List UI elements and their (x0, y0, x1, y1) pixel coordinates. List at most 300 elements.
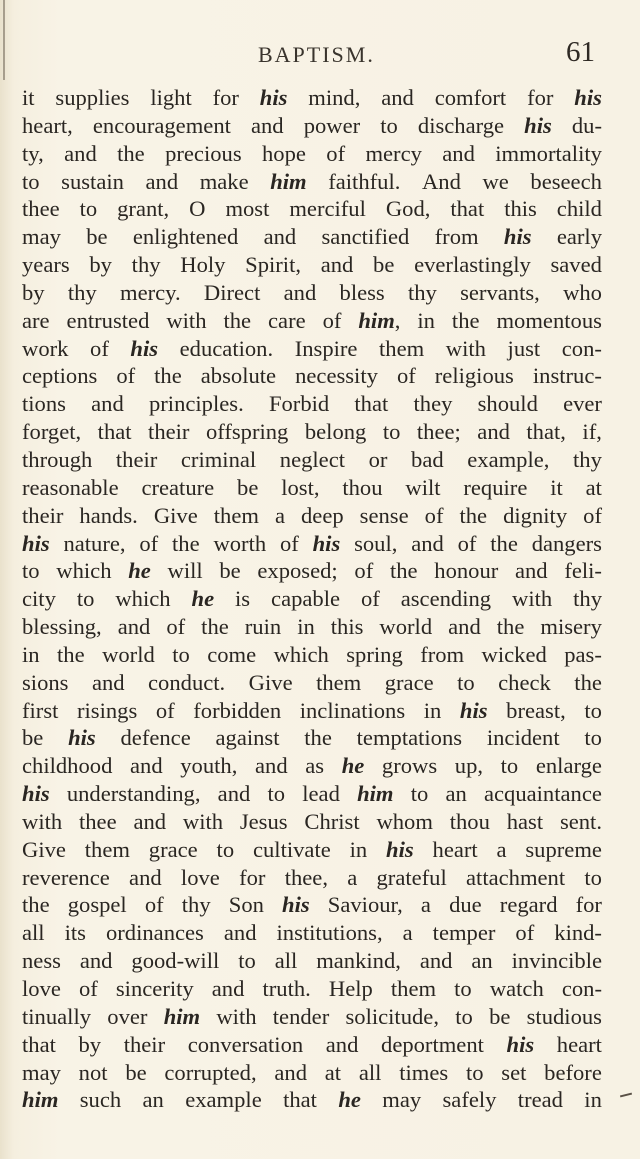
word: youth, (180, 753, 238, 779)
word: most (225, 196, 270, 222)
text-line (22, 864, 602, 892)
word: that (283, 1087, 317, 1113)
word: him (357, 781, 394, 807)
word: all (358, 1059, 382, 1085)
word: feli- (564, 558, 602, 584)
word: to (172, 641, 190, 667)
word: capable (271, 586, 341, 612)
word: with (22, 808, 63, 834)
word: before (544, 1059, 602, 1085)
word: sions (22, 669, 69, 695)
word: neglect (279, 446, 346, 472)
word: of (78, 976, 98, 1001)
word: love (180, 864, 220, 890)
word: a (420, 892, 431, 918)
word: to (457, 669, 475, 695)
text-line (22, 641, 602, 669)
word: their (22, 502, 64, 528)
word: Jesus (239, 808, 288, 834)
word: to (584, 864, 602, 890)
word: mercy. (120, 279, 181, 305)
text-line (22, 1059, 602, 1087)
word: bless (339, 279, 385, 305)
word: or (368, 446, 388, 472)
word: to (267, 781, 286, 807)
word: him (270, 168, 307, 194)
word: to (238, 948, 256, 974)
word: his (503, 224, 532, 250)
word: his (312, 530, 341, 556)
word: and (130, 753, 163, 779)
text-line (22, 84, 602, 112)
text-line (22, 1086, 602, 1114)
word: in (22, 641, 40, 667)
word: it (550, 474, 563, 500)
word: sincerity (115, 976, 194, 1001)
word: criminal (180, 446, 257, 472)
word: safely (442, 1087, 497, 1113)
word: by (78, 1031, 102, 1057)
word: ordinances (105, 920, 204, 946)
word: incident (486, 725, 560, 751)
word: by (22, 279, 45, 305)
word: his (259, 85, 288, 110)
text-line (22, 724, 602, 752)
word: through (22, 446, 93, 472)
word: that (22, 1031, 56, 1057)
word: And (421, 168, 461, 194)
word: the (459, 502, 488, 528)
word: to (79, 196, 98, 222)
word: worth (213, 530, 267, 556)
word: everlastingly (414, 252, 531, 278)
word: in (297, 614, 315, 640)
word: to (410, 781, 429, 807)
word: for (527, 85, 554, 110)
word: grace (148, 836, 198, 862)
text-line (22, 557, 602, 585)
word: discharge (417, 112, 505, 138)
word: childhood (22, 753, 113, 779)
word: corrupted, (164, 1059, 257, 1085)
word: ty, (22, 140, 44, 166)
word: tions (22, 391, 66, 417)
word: Help (328, 976, 373, 1001)
word: hands. (79, 502, 138, 528)
word: his (68, 725, 96, 751)
word: in (423, 697, 442, 723)
word: his (506, 1031, 535, 1057)
word: ness (22, 948, 61, 974)
word: of (279, 530, 299, 556)
word: all (274, 948, 298, 974)
word: him, (358, 307, 401, 333)
word: conduct. (148, 669, 226, 695)
word: and (79, 948, 113, 974)
word: Saviour, (327, 892, 403, 918)
word: Give (248, 669, 293, 695)
word: God, (385, 196, 431, 222)
word: will (167, 558, 203, 584)
word: early (556, 224, 602, 250)
word: thy (573, 446, 602, 472)
word: their (148, 419, 190, 445)
word: times (399, 1059, 449, 1085)
word: to (22, 168, 40, 194)
word: instruc- (532, 363, 602, 389)
word: we (482, 168, 509, 194)
word: ruin (244, 614, 282, 640)
word: them (213, 502, 259, 528)
word: of (139, 530, 159, 556)
word: servants, (460, 279, 540, 305)
word: temptations (356, 725, 463, 751)
word: with (445, 335, 486, 361)
word: saved (550, 252, 602, 278)
word: encouragement (92, 112, 231, 138)
word: attachment (466, 864, 566, 890)
word: heart, (22, 112, 73, 138)
text-line (22, 919, 602, 947)
word: their (123, 1031, 166, 1057)
word: a (347, 864, 358, 890)
word: a (402, 920, 413, 946)
text-line (22, 808, 602, 836)
word: which (273, 641, 329, 667)
word: of (322, 307, 342, 333)
text-line (22, 669, 602, 697)
word: thy (67, 279, 97, 305)
word: truth. (262, 976, 311, 1001)
word: with (182, 808, 224, 834)
text-line (22, 697, 602, 725)
word: wilt (405, 474, 441, 500)
word: thy (407, 279, 437, 305)
word: in (584, 1087, 602, 1113)
word: supreme (525, 836, 602, 862)
word: they (413, 391, 453, 417)
word: defence (120, 725, 191, 751)
word: thee (78, 808, 117, 834)
word: be (237, 474, 259, 500)
word: it (22, 85, 35, 110)
word: and (411, 530, 444, 556)
text-line (22, 195, 602, 223)
word: Inspire (294, 335, 358, 361)
word: the (172, 530, 200, 556)
word: their (115, 446, 158, 472)
word: his (22, 530, 50, 556)
word: and (263, 224, 297, 250)
word: ever (563, 391, 602, 417)
word: to (216, 836, 235, 862)
word: and (91, 391, 124, 417)
word: good-will (131, 948, 220, 974)
word: and (325, 1031, 359, 1057)
word: and (419, 948, 453, 974)
word: that, (526, 419, 566, 445)
text-line (22, 891, 602, 919)
word: if, (582, 419, 602, 445)
word: first (22, 697, 59, 723)
word: heart (432, 836, 478, 862)
margin-mark (620, 1093, 632, 1098)
page-number: 61 (566, 36, 595, 68)
word: du- (571, 112, 602, 138)
text-line (22, 502, 602, 530)
text-line (22, 251, 602, 279)
text-line (22, 1031, 602, 1059)
text-line (22, 362, 602, 390)
word: example, (467, 446, 550, 472)
word: to (465, 1059, 484, 1085)
word: soul, (354, 530, 398, 556)
word: and (145, 168, 179, 194)
word: love (22, 976, 61, 1001)
word: Spirit, (245, 252, 302, 278)
word: this (330, 614, 364, 640)
word: inclinations (299, 697, 406, 723)
word: up, (454, 753, 484, 779)
text-line (22, 168, 602, 196)
word: kind- (554, 920, 602, 946)
word: sustain (61, 168, 124, 194)
word: from (420, 641, 465, 667)
word: the (223, 307, 252, 333)
word: may (22, 224, 61, 250)
word: that (450, 196, 485, 222)
word: thee, (284, 864, 328, 890)
word: breast, (506, 697, 566, 723)
word: nature, (63, 530, 126, 556)
word: to (584, 725, 602, 751)
word: the (154, 363, 182, 389)
word: sense (359, 502, 409, 528)
word: honour (434, 558, 499, 584)
word: to (380, 112, 398, 138)
word: city (22, 586, 56, 612)
word: and (217, 781, 251, 807)
word: bad (411, 446, 444, 472)
word: he (341, 753, 365, 779)
word: thy (181, 892, 211, 918)
word: such (79, 1087, 122, 1113)
text-line (22, 446, 602, 474)
word: acquaintance (483, 781, 602, 807)
word: of (116, 363, 136, 389)
word: faithful. (328, 168, 401, 194)
word: example (185, 1087, 262, 1113)
word: against (215, 725, 280, 751)
word: ascending (400, 586, 492, 612)
running-head: BAPTISM. (258, 42, 375, 67)
text-line (22, 112, 602, 140)
word: his (459, 697, 488, 723)
text-line (22, 1003, 602, 1031)
word: and (477, 419, 510, 445)
word: be (373, 252, 395, 278)
word: conversation (187, 1031, 304, 1057)
word: and (514, 558, 548, 584)
word: enlarge (535, 753, 602, 779)
word: immortality (495, 140, 602, 166)
word: his (282, 892, 310, 918)
word: may (22, 1059, 61, 1085)
word: studious (526, 1003, 602, 1029)
word: Forbid (268, 391, 330, 417)
word: may (382, 1087, 422, 1113)
text-line (22, 975, 602, 1003)
word: con- (561, 335, 602, 361)
word: creature (141, 474, 215, 500)
word: Give (153, 502, 198, 528)
word: be (219, 558, 241, 584)
text-line (22, 585, 602, 613)
word: tender (272, 1003, 330, 1029)
word: thou (342, 474, 383, 500)
word: offspring (205, 419, 289, 445)
word: be (22, 725, 44, 751)
word: them (379, 335, 425, 361)
word: heart (556, 1031, 602, 1057)
word: of (354, 558, 374, 584)
word: Christ (304, 808, 360, 834)
word: of (396, 363, 416, 389)
word: risings (77, 697, 138, 723)
word: due (449, 892, 482, 918)
word: deportment (381, 1031, 484, 1057)
word: from (434, 224, 479, 250)
word: the (490, 530, 518, 556)
word: the (389, 558, 418, 584)
word: of (360, 586, 380, 612)
word: temper (432, 920, 496, 946)
text-line (22, 474, 602, 502)
text-line (22, 752, 602, 780)
word: Son (228, 892, 264, 918)
word: of (155, 697, 175, 723)
word: child (556, 196, 602, 222)
word: enlightened (132, 224, 239, 250)
word: con- (561, 976, 602, 1001)
word: the (451, 307, 480, 333)
text-line (22, 947, 602, 975)
word: the (304, 725, 332, 751)
word: tinually (22, 1003, 92, 1029)
text-line (22, 279, 602, 307)
word: sent. (559, 808, 602, 834)
text-line (22, 307, 602, 335)
word: his (22, 781, 50, 807)
word: to (500, 753, 519, 779)
word: grant, (117, 196, 170, 222)
word: of (144, 892, 164, 918)
word: be (489, 1003, 511, 1029)
body-text (22, 84, 602, 1114)
word: a (274, 502, 285, 528)
word: mankind, (316, 948, 401, 974)
word: and (442, 140, 475, 166)
word: to (455, 1003, 473, 1029)
word: who (563, 279, 602, 305)
word: and (320, 252, 354, 278)
word: all (22, 920, 45, 946)
word: years (22, 252, 70, 278)
text-line (22, 530, 602, 558)
word: reverence (22, 864, 110, 890)
word: the (201, 614, 229, 640)
word: the (117, 140, 145, 166)
word: this (504, 196, 537, 222)
text-line (22, 613, 602, 641)
word: an (471, 948, 493, 974)
word: with (166, 307, 207, 333)
word: power (303, 112, 361, 138)
word: invincible (511, 948, 602, 974)
word: mercy (365, 140, 422, 166)
word: an (142, 1087, 164, 1113)
word: spring (346, 641, 403, 667)
word: blessing, (22, 614, 102, 640)
word: not (78, 1059, 108, 1085)
word: and (133, 808, 167, 834)
word: and (255, 753, 288, 779)
text-line (22, 836, 602, 864)
word: forget, (22, 419, 82, 445)
word: dignity (503, 502, 568, 528)
word: and (129, 864, 162, 890)
word: just (507, 335, 541, 361)
word: thou (449, 808, 490, 834)
word: and (91, 669, 125, 695)
word: he (128, 558, 151, 584)
word: over (107, 1003, 148, 1029)
word: supplies (55, 85, 130, 110)
word: thy (131, 252, 161, 278)
word: and (64, 140, 97, 166)
word: of (424, 502, 444, 528)
word: misery (540, 614, 602, 640)
word: that (97, 419, 132, 445)
word: exposed; (257, 558, 338, 584)
word: merciful (289, 196, 366, 222)
word: and (448, 614, 481, 640)
word: him (163, 1003, 201, 1029)
word: are (22, 307, 50, 333)
word: of (166, 614, 186, 640)
word: and (211, 976, 245, 1001)
word: cultivate (252, 836, 331, 862)
word: the (57, 641, 85, 667)
word: make (199, 168, 249, 194)
word: grace (384, 669, 434, 695)
word: its (64, 920, 86, 946)
word: and (274, 1059, 308, 1085)
word: in (349, 836, 368, 862)
page-header (0, 36, 640, 72)
word: set (501, 1059, 527, 1085)
word: Give (22, 836, 66, 862)
word: understanding, (66, 781, 201, 807)
word: with (216, 1003, 257, 1029)
word: come (207, 641, 257, 667)
word: to (22, 558, 40, 584)
word: work (22, 335, 69, 361)
word: lost, (281, 474, 320, 500)
text-line (22, 140, 602, 168)
word: institutions, (276, 920, 383, 946)
word: entrusted (66, 307, 150, 333)
